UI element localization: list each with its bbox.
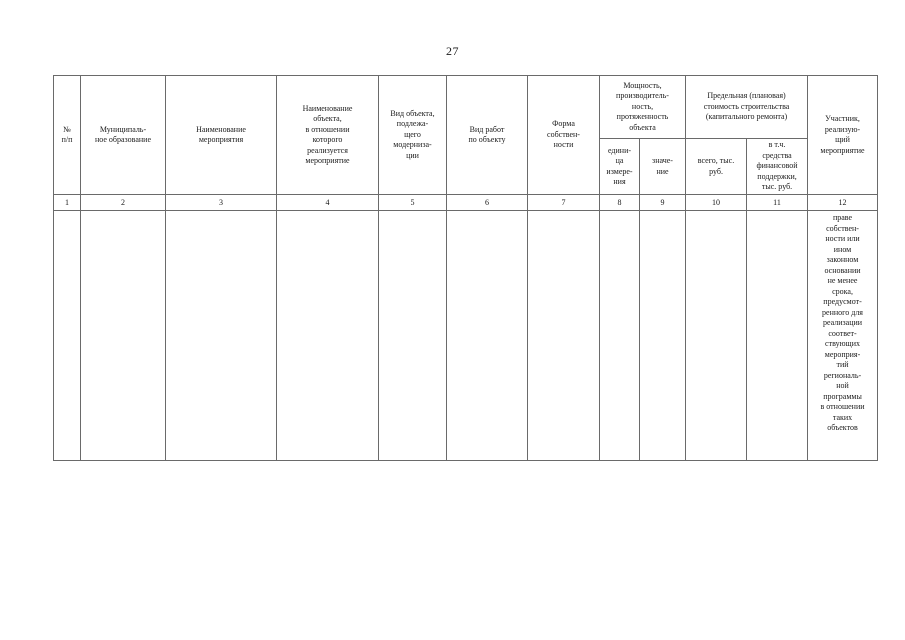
column-number: 4 [277,195,379,211]
header-cell-capacity-group: Мощность, производитель- ность, протяженность объекта [600,76,686,139]
table-cell [747,211,808,461]
header-cell-ownership-form: Форма собствен- ности [528,76,600,195]
column-number-row [54,195,878,211]
column-number: 9 [640,195,686,211]
header-row-top [54,76,878,139]
column-number: 10 [686,195,747,211]
column-number: 11 [747,195,808,211]
table-cell [528,211,600,461]
header-cell-object-name: Наименование объекта, в отношении которого реализуется мероприятие [277,76,379,195]
table-cell [600,211,640,461]
header-cell-value: значе- ние [640,139,686,195]
column-number: 12 [808,195,878,211]
table-cell [686,211,747,461]
table-cell [54,211,81,461]
column-number: 1 [54,195,81,211]
page-number: 27 [446,44,459,58]
column-number: 7 [528,195,600,211]
header-cell-total-cost: всего, тыс. руб. [686,139,747,195]
table-cell [166,211,277,461]
column-number: 3 [166,195,277,211]
column-number: 5 [379,195,447,211]
table-cell [81,211,166,461]
header-cell-municipality: Муниципаль- ное образование [81,76,166,195]
program-table [53,75,878,461]
header-cell-object-type: Вид объекта, подлежа- щего модерниза- ции [379,76,447,195]
table-cell [447,211,528,461]
column-number: 6 [447,195,528,211]
header-cell-cost-group: Предельная (плановая) стоимость строительства (капитального ремонта) [686,76,808,139]
table-cell [277,211,379,461]
header-cell-number: № п/п [54,76,81,195]
column-number: 2 [81,195,166,211]
table-row [54,211,878,461]
participant-cell: праве собствен- ности или ином законном основании не менее срока, предусмот- ренного для реализации соответ- ствующих мероприя- тий региональ- ной программы в отношении таких объектов [808,211,878,461]
table-cell [379,211,447,461]
header-cell-work-type: Вид работ по объекту [447,76,528,195]
header-cell-participant: Участник, реализую- щий мероприятие [808,76,878,195]
header-cell-support-cost: в т.ч. средства финансовой поддержки, тыс. руб. [747,139,808,195]
header-cell-unit: едини- ца измере- ния [600,139,640,195]
column-number: 8 [600,195,640,211]
table-cell [640,211,686,461]
header-cell-measure-name: Наименование мероприятия [166,76,277,195]
